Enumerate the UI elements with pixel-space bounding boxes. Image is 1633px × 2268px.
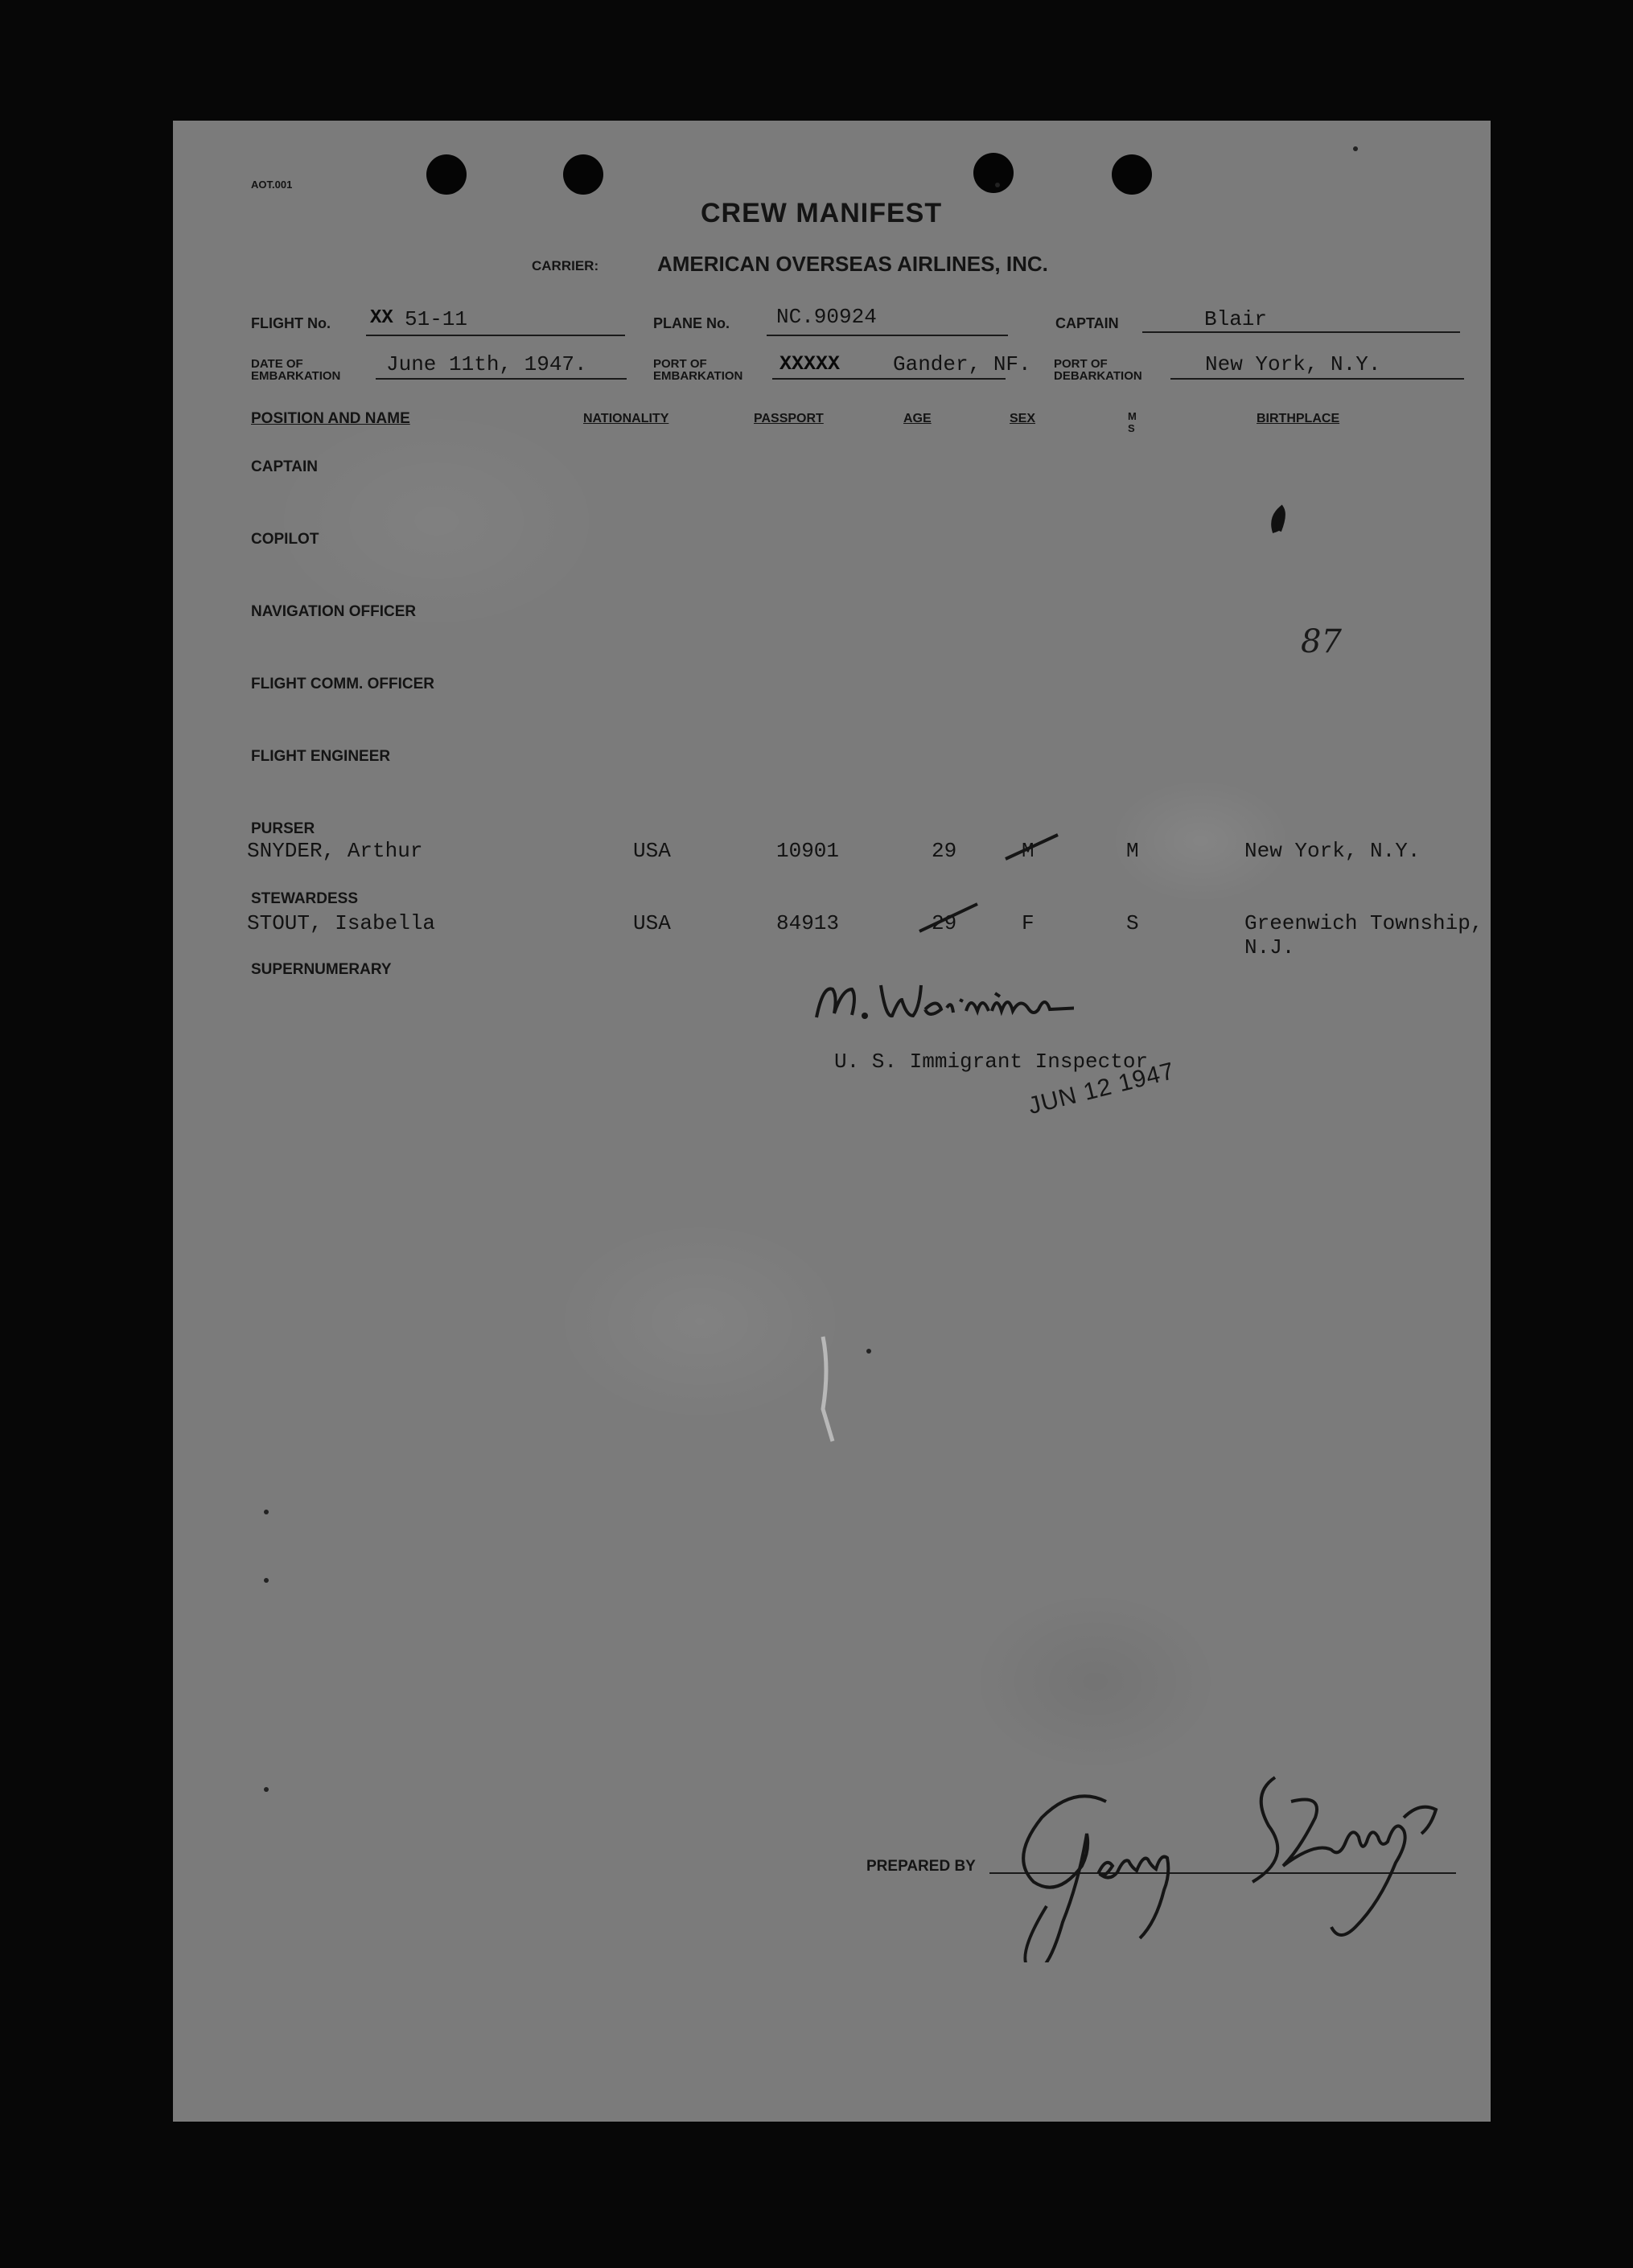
crew-age: 29 [932,911,957,935]
crew-passport: 10901 [776,839,840,863]
carrier-name: AMERICAN OVERSEAS AIRLINES, INC. [657,252,1048,276]
date-label: DATE OF EMBARKATION [251,357,341,383]
pos-captain: CAPTAIN [251,458,319,475]
paper-blemishes [173,121,1491,2122]
pos-purser: PURSER [251,820,315,837]
port-debarkation-label: PORT OF DEBARKATION [1054,357,1142,383]
flight-no-label: FLIGHT No. [251,315,331,331]
struck-port: XXXXX [779,352,841,376]
col-position: POSITION AND NAME [251,410,410,427]
plane-no: NC.90924 [776,305,877,329]
pos-comm: FLIGHT COMM. OFFICER [251,676,434,692]
crew-marital-status: M [1126,839,1139,863]
port-embarkation-label: PORT OF EMBARKATION [653,357,743,383]
pos-navigation: NAVIGATION OFFICER [251,603,417,620]
port-debarkation: New York, N.Y. [1205,352,1381,376]
struck-prefix: XX [370,307,393,329]
crew-age: 29 [932,839,957,863]
pos-stewardess: STEWARDESS [251,890,359,907]
crew-passport: 84913 [776,911,840,935]
flight-no: 51-11 [405,307,468,331]
date-stamp: JUN 12 1947 [1026,1057,1178,1120]
embarkation-date: June 11th, 1947. [386,352,587,376]
crew-nationality: USA [633,911,671,935]
col-sex: SEX [1010,412,1036,425]
manifest-sheet [173,121,1491,2122]
pos-engineer: FLIGHT ENGINEER [251,748,391,765]
plane-no-label: PLANE No. [653,315,730,331]
crew-birthplace: Greenwich Township, [1244,911,1483,935]
crew-sex: F [1022,911,1035,935]
captain-name: Blair [1204,307,1268,331]
crew-sex: M [1022,839,1035,863]
crew-marital-status: S [1126,911,1139,935]
col-birthplace: BIRTHPLACE [1257,412,1340,425]
port-embarkation: Gander, NF. [893,352,1031,376]
crew-birthplace: New York, N.Y. [1244,839,1421,863]
pos-supernumerary: SUPERNUMERARY [251,961,392,978]
col-passport: PASSPORT [754,412,824,425]
prepared-by-label: PREPARED BY [866,1858,976,1875]
captain-label: CAPTAIN [1055,315,1119,331]
crew-birthplace-line2: N.J. [1244,935,1295,959]
crew-nationality: USA [633,839,671,863]
col-nationality: NATIONALITY [583,412,669,425]
handwritten-number: 87 [1301,623,1342,660]
crew-name: SNYDER, Arthur [247,839,423,863]
pos-copilot: COPILOT [251,531,319,548]
crew-name: STOUT, Isabella [247,911,436,935]
col-marital-status: M S [1128,410,1137,434]
carrier-label: CARRIER: [532,258,599,273]
form-code: AOT.001 [251,179,293,191]
col-age: AGE [903,412,932,425]
form-title: CREW MANIFEST [701,198,943,228]
inspector-title: U. S. Immigrant Inspector [834,1050,1149,1074]
